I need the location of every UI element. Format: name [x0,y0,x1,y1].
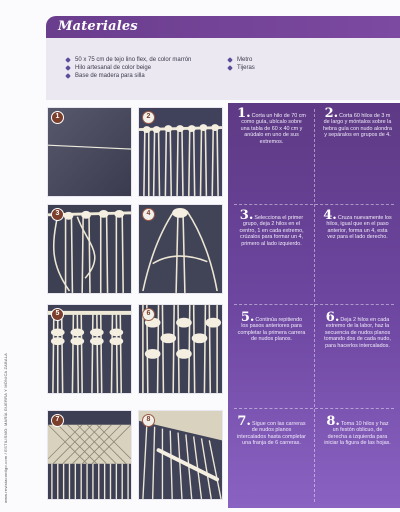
materials-title: Materiales [46,16,400,38]
step-badge: 4 [142,208,155,221]
step-5: 5.Continúa repitiendo los pasos anteriores para completar la primera carrera de nudos planos. [237,310,306,343]
step-7: 7.Sigue con las carreras de nudos planos intercalados hasta completar una franja de 6 carreras. [237,414,306,447]
bullet-icon [227,57,233,63]
photo-credit: www.revistacontigo.com / ESTILISMO: MARÍA GUERRA Y MÓNICA ZABALA [3,352,8,503]
step-photo-4 [138,204,223,294]
bullet-icon [65,57,71,63]
step-badge: 5 [51,308,64,321]
step-photo-7 [47,410,132,500]
step-badge: 8 [142,414,155,427]
step-2: 2.Corta 60 hilos de 3 m de largo y móntalos sobre la hebra guía con nudo alondra y sepáralos en grupos de 4. [323,106,392,139]
step-1: 1.Corta un hilo de 70 cm como guía, ubícalo sobre una tabla de 60 x 40 cm y anúdalo en uno de sus extremos. [237,106,306,145]
step-4: 4.Cruza nuevamente los hilos, igual que en el paso anterior, forma un 4, esta vez para el lado derecho. [323,208,392,241]
step-badge: 6 [142,308,155,321]
step-photo-3 [47,204,132,294]
materials-item: 50 x 75 cm de tejo lino flex, de color marrón [66,56,216,64]
materials-box [46,16,400,100]
step-badge: 2 [142,111,155,124]
step-photo-6 [138,304,223,394]
steps-panel [228,103,400,508]
materials-list-left [66,56,216,80]
materials-item: Base de madera para silla [66,72,216,80]
materials-item: Tijeras [228,64,348,72]
step-3: 3.Selecciona el primer grupo, deja 2 hilos en el centro, 1 en cada extremo, crúzalos para formar un 4, primero al lado izquierdo. [239,208,304,247]
bullet-icon [227,65,233,71]
materials-list-right [228,56,348,72]
step-photo-5 [47,304,132,394]
bullet-icon [65,73,71,79]
step-badge: 1 [51,111,64,124]
materials-item: Metro [228,56,348,64]
step-badge: 3 [51,208,64,221]
step-badge: 7 [51,414,64,427]
step-photo-1 [47,107,132,197]
materials-item: Hilo artesanal de color beige [66,64,216,72]
step-6: 6.Deja 2 hilos en cada extremo de la labor, haz la secuencia de nudos planos tomando dos de cada nudo, para hacerlos intercalados. [324,310,391,349]
bullet-icon [65,65,71,71]
divider-horizontal [234,408,394,409]
step-photo-8 [138,410,223,500]
step-8: 8.Toma 10 hilos y haz un festón oblicuo, de derecha a izquierda para iniciar la figura de las hojas. [324,414,391,447]
step-photo-2 [138,107,223,197]
